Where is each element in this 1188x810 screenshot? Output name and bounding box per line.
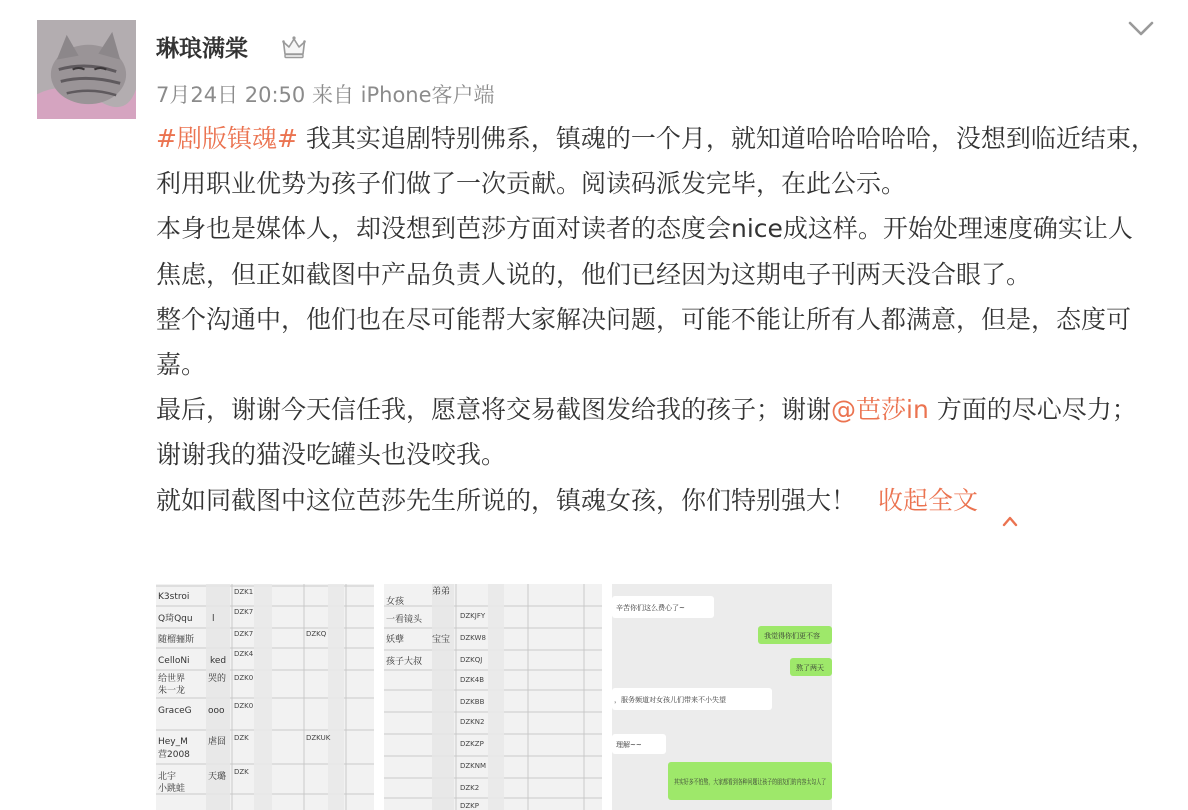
username[interactable]: 琳琅满棠: [156, 36, 248, 62]
chevron-down-icon[interactable]: [1127, 17, 1155, 41]
post-paragraph: 整个沟通中，他们也在尽可能帮大家解决问题，可能不能让所有人都满意，但是，态度可嘉。: [156, 304, 1132, 380]
svg-text:DZKW8: DZKW8: [460, 634, 486, 642]
svg-text:DZK: DZK: [234, 734, 249, 742]
svg-text:我觉得你们更不容: 我觉得你们更不容: [764, 632, 820, 640]
svg-text:DZK2: DZK2: [460, 784, 480, 792]
svg-text:女孩: 女孩: [386, 597, 405, 607]
post-body: [156, 116, 1156, 523]
svg-text:辛苦你们这么费心了~: 辛苦你们这么费心了~: [616, 604, 685, 612]
svg-text:DZK4B: DZK4B: [460, 676, 485, 684]
svg-text:DZK0: DZK0: [234, 674, 254, 682]
chat-screenshot: [612, 584, 891, 810]
svg-text:Q琦Qqu: Q琦Qqu: [158, 614, 193, 624]
svg-text:DZK: DZK: [234, 768, 249, 776]
svg-text:虐囧: 虐囧: [208, 737, 227, 747]
svg-text:ooo: ooo: [208, 706, 225, 716]
svg-text:DZKQJ: DZKQJ: [460, 656, 483, 664]
spreadsheet-screenshot: [384, 584, 602, 810]
svg-text:Hey_M: Hey_M: [158, 737, 188, 747]
svg-text:DZKUK: DZKUK: [306, 734, 331, 742]
svg-text:DZKZP: DZKZP: [460, 740, 484, 748]
crown-icon[interactable]: [280, 33, 308, 61]
post-source: 来自 iPhone客户端: [311, 83, 495, 107]
svg-text:营2008: 营2008: [158, 750, 190, 760]
svg-text:DZKJFY: DZKJFY: [460, 612, 486, 620]
svg-text:DZKN2: DZKN2: [460, 718, 485, 726]
svg-text:小跳蛙: 小跳蛙: [158, 784, 186, 794]
svg-text:GraceG: GraceG: [158, 706, 192, 716]
post-paragraph: #剧版镇魂# 我其实追剧特别佛系，镇魂的一个月，就知道哈哈哈哈哈，没想到临近结束，利用职业优势为孩子们做了一次贡献。阅读码派发完毕，在此公示。: [156, 124, 1156, 199]
svg-text:DZK1: DZK1: [234, 588, 254, 596]
post-timestamp[interactable]: 7月24日 20:50: [156, 83, 306, 107]
svg-text:孩子大叔: 孩子大叔: [386, 657, 423, 667]
svg-text:DZK0: DZK0: [234, 702, 254, 710]
svg-text:其实好多不怕熬，大家都看到各种问题让孩子的朋友们的内容太勾人: 其实好多不怕熬，大家都看到各种问题让孩子的朋友们的内容太勾人了: [674, 778, 891, 786]
svg-text:北宇: 北宇: [158, 772, 177, 782]
svg-text:一看镜头: 一看镜头: [386, 615, 423, 625]
hashtag-link[interactable]: #剧版镇魂#: [156, 124, 298, 153]
svg-text:K3stroi: K3stroi: [158, 592, 190, 602]
svg-text:朱一龙: 朱一龙: [158, 686, 186, 696]
collapse-button[interactable]: 收起全文: [878, 486, 1018, 515]
svg-text:DZK7: DZK7: [234, 630, 254, 638]
svg-text:宝宝: 宝宝: [432, 635, 451, 645]
spreadsheet-screenshot: [156, 584, 374, 810]
post-paragraph: 最后，谢谢今天信任我，愿意将交易截图发给我的孩子；谢谢@芭莎in 方面的尽心尽力；谢谢我的猫没吃罐头也没咬我。: [156, 395, 1137, 470]
svg-text:天璐: 天璐: [208, 772, 227, 782]
svg-text:哭的: 哭的: [208, 674, 227, 684]
chevron-up-icon: [1002, 496, 1018, 508]
svg-text:DZKNM: DZKNM: [460, 762, 487, 770]
svg-text:随榴骊斯: 随榴骊斯: [158, 635, 195, 645]
svg-text:DZKQ: DZKQ: [306, 630, 327, 638]
cat-avatar-image: [37, 20, 136, 119]
post-meta: [156, 79, 495, 109]
svg-text:弟弟: 弟弟: [432, 587, 451, 597]
image-thumbnail[interactable]: [156, 584, 374, 810]
image-thumbnail[interactable]: [612, 584, 891, 810]
svg-text:DZKBB: DZKBB: [460, 698, 485, 706]
svg-text:给世界: 给世界: [158, 674, 186, 684]
mention-link[interactable]: @芭莎in: [831, 395, 929, 425]
svg-text:ked: ked: [210, 656, 227, 666]
svg-text:熬了两天: 熬了两天: [796, 664, 824, 672]
svg-text:DZKP: DZKP: [460, 802, 479, 810]
post-paragraph: 就如同截图中这位芭莎先生所说的，镇魂女孩，你们特别强大！ 收起全文: [156, 478, 1156, 523]
svg-text:DZK7: DZK7: [234, 608, 254, 616]
post-paragraph: 本身也是媒体人，却没想到芭莎方面对读者的态度会nice成这样。开始处理速度确实让人焦虑，但正如截图中产品负责人说的，他们已经因为这期电子刊两天没合眼了。: [156, 214, 1133, 289]
svg-text:理解~~: 理解~~: [616, 741, 642, 749]
svg-text:妖孽: 妖孽: [386, 635, 405, 645]
image-thumbnail[interactable]: [384, 584, 602, 810]
svg-text:l: l: [212, 614, 215, 624]
svg-text:DZK4: DZK4: [234, 650, 254, 658]
svg-text:CelloNi: CelloNi: [158, 656, 190, 666]
svg-text:，服务频道对女孩儿们带来不小失望: ，服务频道对女孩儿们带来不小失望: [614, 696, 726, 704]
avatar[interactable]: [37, 20, 136, 119]
